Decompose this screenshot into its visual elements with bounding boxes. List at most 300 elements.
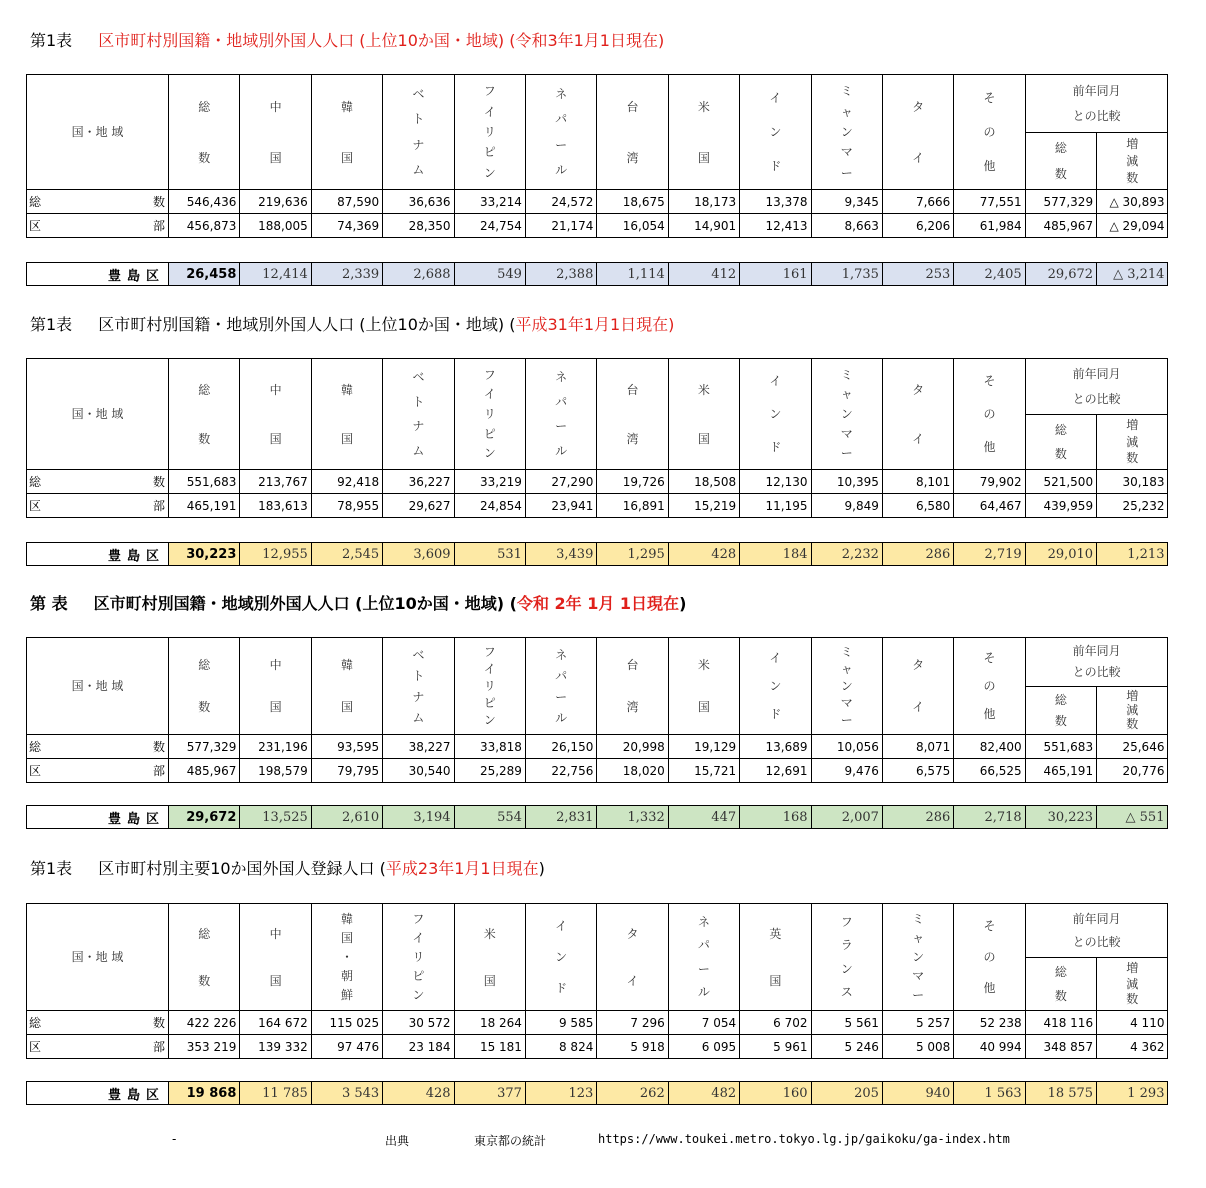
country-header-label <box>312 365 382 463</box>
header-char: 数 <box>1126 451 1139 466</box>
table-cell: 6,580 <box>882 494 953 518</box>
toshima-cell: 2,232 <box>811 543 882 566</box>
toshima-cell: 2,388 <box>525 263 596 286</box>
table-cell: 28,350 <box>383 214 454 238</box>
toshima-cell: 1 563 <box>954 1082 1025 1105</box>
table-cell: 485,967 <box>1025 214 1096 238</box>
country-header-label <box>954 910 1024 1004</box>
header-char: 数 <box>1126 170 1139 185</box>
region-header <box>27 75 169 190</box>
country-header-label <box>383 81 453 183</box>
table-cell: 15,219 <box>668 494 739 518</box>
country-header <box>668 359 739 470</box>
table-cell: 485,967 <box>169 759 240 783</box>
toshima-cell: 531 <box>454 543 525 566</box>
header-char: フ <box>840 914 853 929</box>
row-label-left: 総 <box>29 475 42 489</box>
header-char: イ <box>483 104 496 119</box>
header-char: そ <box>983 374 996 389</box>
table-cell: 6 702 <box>740 1011 811 1035</box>
table-cell: 9,476 <box>811 759 882 783</box>
toshima-row <box>27 543 1168 566</box>
table-cell: 66,525 <box>954 759 1025 783</box>
country-header-label <box>740 365 810 463</box>
country-header <box>454 904 525 1011</box>
header-char: 数 <box>198 700 211 714</box>
header-char: 台 <box>626 99 639 114</box>
header-char: ン <box>412 987 425 1002</box>
table-cell: 78,955 <box>311 494 382 518</box>
table-cell: 5 561 <box>811 1011 882 1035</box>
table-cell: 14,901 <box>668 214 739 238</box>
toshima-row <box>27 263 1168 286</box>
table-cell: 16,891 <box>597 494 668 518</box>
table-cell: 33,818 <box>454 735 525 759</box>
region-header-label: 国・地 域 <box>71 125 124 139</box>
header-char: マ <box>840 695 853 710</box>
toshima-row <box>27 1082 1168 1105</box>
compare-header-label <box>1026 78 1168 129</box>
header-char: 他 <box>983 439 996 454</box>
toshima-cell: 286 <box>882 806 953 829</box>
country-header-label <box>597 644 667 728</box>
table-cell: 79,795 <box>311 759 382 783</box>
country-header <box>597 359 668 470</box>
country-header <box>525 638 596 735</box>
header-char: ン <box>769 406 782 421</box>
header-char: ド <box>769 159 782 173</box>
header-char: ン <box>840 406 853 421</box>
table-cell: 15,721 <box>668 759 739 783</box>
header-char: 米 <box>697 382 710 397</box>
table-cell: 115 025 <box>311 1011 382 1035</box>
compare-total-header <box>1025 957 1096 1011</box>
compare-sub-label <box>1026 135 1096 186</box>
toshima-cell: 482 <box>668 1082 739 1105</box>
table-cell: 6,575 <box>882 759 953 783</box>
header-char: ン <box>912 949 925 964</box>
country-header <box>311 904 382 1011</box>
table-cell: 546,436 <box>169 190 240 214</box>
table-cell: 52 238 <box>954 1011 1025 1035</box>
toshima-cell: 2,339 <box>311 263 382 286</box>
table-cell: 24,854 <box>454 494 525 518</box>
toshima-cell: 286 <box>882 543 953 566</box>
country-header-label <box>169 644 239 728</box>
country-header <box>811 638 882 735</box>
header-char: 湾 <box>626 431 639 446</box>
header-char: ネ <box>555 370 568 385</box>
table-cell: 18,020 <box>597 759 668 783</box>
footer-source-label: 出典 <box>385 1134 410 1148</box>
header-char: ン <box>483 446 496 461</box>
header-char: ー <box>555 689 568 704</box>
header-char: ー <box>840 446 853 461</box>
toshima-label-cell <box>27 543 169 566</box>
country-header <box>954 904 1025 1011</box>
table-cell: 23,941 <box>525 494 596 518</box>
header-row <box>27 904 1168 958</box>
header-char: ム <box>412 163 425 178</box>
toshima-cell: 3,439 <box>525 543 596 566</box>
table-cell: 465,191 <box>169 494 240 518</box>
table-title <box>30 28 664 51</box>
country-header <box>954 359 1025 470</box>
toshima-cell: 29,672 <box>169 806 240 829</box>
country-header <box>597 75 668 190</box>
header-char: 減 <box>1126 976 1139 991</box>
header-char: ミ <box>840 645 853 660</box>
table-cell: 23 184 <box>383 1035 454 1059</box>
row-label-right: 数 <box>152 475 165 489</box>
country-header-label <box>883 644 953 728</box>
table-cell: 213,767 <box>240 470 311 494</box>
header-char: 増 <box>1126 961 1139 976</box>
header-char: 増 <box>1126 418 1139 433</box>
table-cell: 27,290 <box>525 470 596 494</box>
header-char: 国 <box>483 973 496 988</box>
header-char: ャ <box>840 104 853 119</box>
country-header <box>454 638 525 735</box>
country-header <box>525 359 596 470</box>
table-row <box>27 1011 1168 1035</box>
table-cell: 18,508 <box>668 470 739 494</box>
row-label-right: 部 <box>152 499 165 513</box>
header-char: 数 <box>198 973 211 988</box>
header-char: 数 <box>198 150 211 165</box>
table-cell: △ 30,893 <box>1097 190 1168 214</box>
table-cell: 5 961 <box>740 1035 811 1059</box>
table-cell: 10,056 <box>811 735 882 759</box>
table-title-main: 区市町村別国籍・地域別外国人人口 (上位10か国・地域) ( <box>93 594 517 613</box>
country-header-label <box>669 910 739 1004</box>
header-char: 中 <box>269 926 282 941</box>
toshima-label: 豊島区 <box>107 548 165 564</box>
row-label <box>27 470 169 494</box>
toshima-cell: 1 293 <box>1097 1082 1168 1105</box>
country-header <box>954 638 1025 735</box>
table-cell: 18,173 <box>668 190 739 214</box>
header-char: 中 <box>269 99 282 114</box>
header-char: ト <box>412 394 425 409</box>
compare-header-line: 前年同月 <box>1072 644 1121 659</box>
table-cell: 25,232 <box>1097 494 1168 518</box>
country-header-label <box>455 81 525 183</box>
toshima-cell: 30,223 <box>1025 806 1096 829</box>
table-cell: 24,572 <box>525 190 596 214</box>
toshima-cell: 2,719 <box>954 543 1025 566</box>
table-cell: 24,754 <box>454 214 525 238</box>
country-header <box>882 638 953 735</box>
table-cell: 348 857 <box>1025 1035 1096 1059</box>
table-cell: 12,130 <box>740 470 811 494</box>
country-header-label <box>526 910 596 1004</box>
header-char: 韓 <box>340 382 353 397</box>
header-char: 韓 <box>340 658 353 672</box>
row-label-right: 部 <box>152 1040 165 1054</box>
toshima-cell: 168 <box>740 806 811 829</box>
country-header <box>240 359 311 470</box>
row-label <box>27 494 169 518</box>
row-label-right: 部 <box>152 219 165 233</box>
region-header <box>27 904 169 1011</box>
country-header <box>311 75 382 190</box>
table-cell: 8,071 <box>882 735 953 759</box>
table-cell: 439,959 <box>1025 494 1096 518</box>
country-header <box>169 638 240 735</box>
toshima-cell: 205 <box>811 1082 882 1105</box>
table-cell: 74,369 <box>311 214 382 238</box>
toshima-label: 豊島区 <box>107 268 165 284</box>
table-title-date: 平成31年1月1日現在) <box>515 315 675 334</box>
table-cell: 19,726 <box>597 470 668 494</box>
compare-header <box>1025 904 1168 958</box>
row-label-right: 数 <box>152 1016 165 1030</box>
toshima-label: 豊島区 <box>107 811 165 827</box>
table-row <box>27 470 1168 494</box>
header-char: ン <box>840 124 853 139</box>
toshima-cell: 19 868 <box>169 1082 240 1105</box>
header-char: 数 <box>1054 166 1067 181</box>
header-char: 国 <box>269 431 282 446</box>
country-header <box>240 904 311 1011</box>
row-label <box>27 759 169 783</box>
table-cell: 5 246 <box>811 1035 882 1059</box>
header-char: 湾 <box>626 700 639 714</box>
country-header-label <box>597 365 667 463</box>
country-header-label <box>240 365 310 463</box>
country-header-label <box>455 644 525 728</box>
table-cell: 30,183 <box>1097 470 1168 494</box>
compare-header-line: 前年同月 <box>1072 911 1121 926</box>
table-row <box>27 494 1168 518</box>
header-char: ル <box>555 163 568 178</box>
table-cell: 11,195 <box>740 494 811 518</box>
header-char: ー <box>912 987 925 1002</box>
header-char: パ <box>697 938 710 953</box>
table-cell: 5 918 <box>597 1035 668 1059</box>
header-char: タ <box>912 658 925 672</box>
toshima-cell: 1,735 <box>811 263 882 286</box>
header-char: ー <box>840 712 853 727</box>
header-char: リ <box>412 949 425 964</box>
header-char: 数 <box>1054 988 1067 1003</box>
header-char: 減 <box>1126 153 1139 168</box>
row-label-left: 区 <box>29 499 42 513</box>
table-cell: 9 585 <box>525 1011 596 1035</box>
table-title-prefix: 第1表 <box>30 31 73 50</box>
toshima-cell: 253 <box>882 263 953 286</box>
header-char: 中 <box>269 382 282 397</box>
table-cell: 87,590 <box>311 190 382 214</box>
table-row <box>27 1035 1168 1059</box>
toshima-cell: 123 <box>525 1082 596 1105</box>
country-header-label <box>169 910 239 1004</box>
table-cell: 7 296 <box>597 1011 668 1035</box>
header-char: 減 <box>1126 434 1139 449</box>
header-char: の <box>983 949 996 964</box>
row-label-left: 区 <box>29 1040 42 1054</box>
header-char: 湾 <box>626 150 639 165</box>
table-cell: 38,227 <box>383 735 454 759</box>
toshima-cell: 2,718 <box>954 806 1025 829</box>
country-header-label <box>883 81 953 183</box>
header-row <box>27 75 1168 133</box>
row-label <box>27 190 169 214</box>
country-header <box>954 75 1025 190</box>
toshima-cell: 3,194 <box>383 806 454 829</box>
country-header <box>668 75 739 190</box>
table-title-date: 令和 2年 1月 1日現在 <box>516 594 680 613</box>
row-label-left: 区 <box>29 219 42 233</box>
header-char: 国 <box>769 973 782 988</box>
table-title-main: 区市町村別国籍・地域別外国人人口 (上位10か国・地域) (令和3年1月1日現在) <box>98 31 665 50</box>
toshima-cell: 29,010 <box>1025 543 1096 566</box>
toshima-table <box>26 542 1168 566</box>
country-header-label <box>954 81 1024 183</box>
header-char: 数 <box>1054 713 1067 728</box>
region-header-label: 国・地 域 <box>71 950 124 964</box>
header-char: タ <box>626 926 639 941</box>
population-table <box>26 637 1168 783</box>
row-label <box>27 1035 169 1059</box>
header-char: イ <box>769 91 782 105</box>
header-char: 他 <box>983 707 996 721</box>
country-header-label <box>240 644 310 728</box>
table-cell: 5 008 <box>882 1035 953 1059</box>
table-cell: 33,219 <box>454 470 525 494</box>
footer-url[interactable]: https://www.toukei.metro.tokyo.lg.jp/gaikoku/ga-index.htm <box>598 1132 1010 1146</box>
toshima-cell: 2,405 <box>954 263 1025 286</box>
table-cell: 6 095 <box>668 1035 739 1059</box>
header-char: ー <box>555 419 568 434</box>
header-char: ン <box>483 712 496 727</box>
header-char: 数 <box>1054 447 1067 461</box>
table-title-suffix: ) <box>679 594 687 613</box>
header-char: タ <box>912 99 925 114</box>
table-cell: 21,174 <box>525 214 596 238</box>
country-header-label <box>669 81 739 183</box>
country-header <box>454 75 525 190</box>
header-char: 国 <box>340 931 353 946</box>
header-char: ピ <box>412 968 425 983</box>
header-char: イ <box>912 700 925 714</box>
table-cell: 7,666 <box>882 190 953 214</box>
header-char: 鮮 <box>340 987 353 1002</box>
country-header-label <box>312 81 382 183</box>
header-char: 総 <box>1054 965 1067 979</box>
table-cell: 12,413 <box>740 214 811 238</box>
table-cell: 25,646 <box>1097 735 1168 759</box>
table-cell: 93,595 <box>311 735 382 759</box>
header-char: 国 <box>697 431 710 446</box>
table-row <box>27 759 1168 783</box>
toshima-label: 豊島区 <box>107 1087 165 1103</box>
header-char: 国 <box>269 150 282 165</box>
country-header-label <box>597 81 667 183</box>
header-char: イ <box>483 387 496 402</box>
table-cell: 7 054 <box>668 1011 739 1035</box>
country-header-label <box>954 644 1024 728</box>
country-header-label <box>740 81 810 183</box>
header-char: フ <box>483 84 496 99</box>
table-cell: 16,054 <box>597 214 668 238</box>
header-char: イ <box>555 918 568 933</box>
country-header-label <box>312 910 382 1004</box>
toshima-cell: 2,545 <box>311 543 382 566</box>
toshima-cell: 29,672 <box>1025 263 1096 286</box>
table-cell: 20,776 <box>1097 759 1168 783</box>
row-label-left: 総 <box>29 195 42 209</box>
country-header <box>454 359 525 470</box>
table-title <box>30 312 674 335</box>
table-cell: 30,540 <box>383 759 454 783</box>
compare-header-label <box>1026 641 1168 683</box>
country-header <box>525 904 596 1011</box>
table-title-suffix: ) <box>538 859 545 878</box>
country-header-label <box>383 365 453 463</box>
header-char: ド <box>769 439 782 454</box>
compare-header-line: との比較 <box>1072 391 1121 406</box>
table-cell: 79,902 <box>954 470 1025 494</box>
country-header-label <box>240 910 310 1004</box>
toshima-cell: △ 3,214 <box>1097 263 1168 286</box>
toshima-cell: 940 <box>882 1082 953 1105</box>
header-char: 中 <box>269 658 282 672</box>
compare-header-line: 前年同月 <box>1072 367 1121 381</box>
toshima-table <box>26 1081 1168 1105</box>
toshima-cell: 2,688 <box>383 263 454 286</box>
compare-header <box>1025 638 1168 687</box>
table-cell: 183,613 <box>240 494 311 518</box>
header-char: ネ <box>697 914 710 929</box>
footer-dash: - <box>172 1132 177 1146</box>
header-char: 英 <box>769 926 782 941</box>
table-cell: 22,756 <box>525 759 596 783</box>
header-char: の <box>983 679 996 693</box>
toshima-label-cell <box>27 806 169 829</box>
table-cell: 25,289 <box>454 759 525 783</box>
toshima-cell: 11 785 <box>240 1082 311 1105</box>
country-header-label <box>669 365 739 463</box>
country-header-label <box>740 644 810 728</box>
header-char: タ <box>912 382 925 397</box>
toshima-cell: 262 <box>597 1082 668 1105</box>
header-char: ム <box>412 710 425 725</box>
header-char: イ <box>769 651 782 665</box>
header-char: ミ <box>840 84 853 99</box>
header-char: 他 <box>983 981 996 996</box>
header-char: ミ <box>912 912 925 927</box>
header-char: 朝 <box>340 968 353 983</box>
row-label <box>27 214 169 238</box>
toshima-cell: 2,007 <box>811 806 882 829</box>
table-cell: 6,206 <box>882 214 953 238</box>
country-header <box>383 904 454 1011</box>
header-char: 総 <box>198 658 211 672</box>
table-cell: 8,663 <box>811 214 882 238</box>
header-row <box>27 638 1168 687</box>
toshima-table <box>26 262 1168 286</box>
compare-header <box>1025 359 1168 415</box>
header-char: ナ <box>412 689 425 704</box>
header-char: 総 <box>1054 692 1067 707</box>
toshima-cell: 26,458 <box>169 263 240 286</box>
table-title <box>30 591 686 614</box>
country-header <box>811 904 882 1011</box>
toshima-cell: 161 <box>740 263 811 286</box>
country-header <box>169 904 240 1011</box>
